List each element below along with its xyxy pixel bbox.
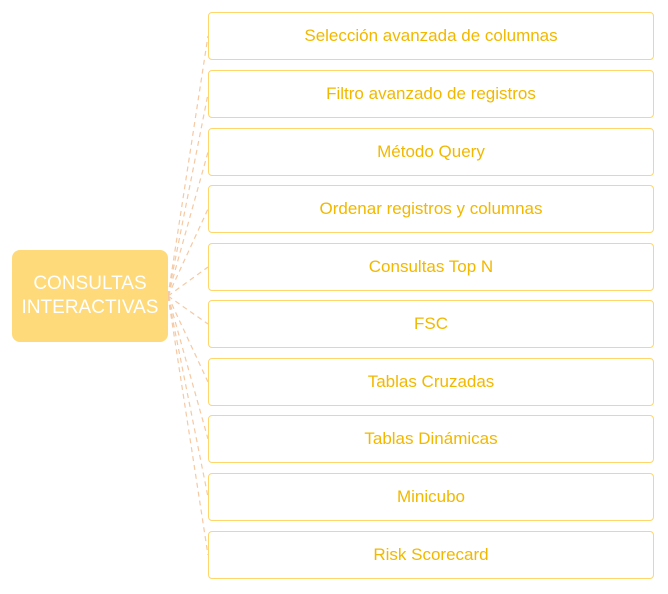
node-fsc[interactable]: FSC <box>208 300 654 348</box>
node-filtro-avanzado-de-registros[interactable]: Filtro avanzado de registros <box>208 70 654 118</box>
connector-line-8 <box>168 296 208 497</box>
connector-line-9 <box>168 296 208 555</box>
node-tablas-dinamicas[interactable]: Tablas Dinámicas <box>208 415 654 463</box>
node-minicubo[interactable]: Minicubo <box>208 473 654 521</box>
connector-line-0 <box>168 36 208 296</box>
node-risk-scorecard[interactable]: Risk Scorecard <box>208 531 654 579</box>
node-consultas-top-n[interactable]: Consultas Top N <box>208 243 654 291</box>
connector-line-4 <box>168 267 208 296</box>
connector-line-7 <box>168 296 208 439</box>
node-ordenar-registros-y-columnas[interactable]: Ordenar registros y columnas <box>208 185 654 233</box>
node-tablas-cruzadas[interactable]: Tablas Cruzadas <box>208 358 654 406</box>
connector-line-1 <box>168 94 208 296</box>
connector-line-5 <box>168 296 208 324</box>
connector-line-2 <box>168 152 208 296</box>
node-seleccion-avanzada-de-columnas[interactable]: Selección avanzada de columnas <box>208 12 654 60</box>
node-metodo-query[interactable]: Método Query <box>208 128 654 176</box>
root-node-consultas-interactivas: CONSULTAS INTERACTIVAS <box>12 250 168 342</box>
